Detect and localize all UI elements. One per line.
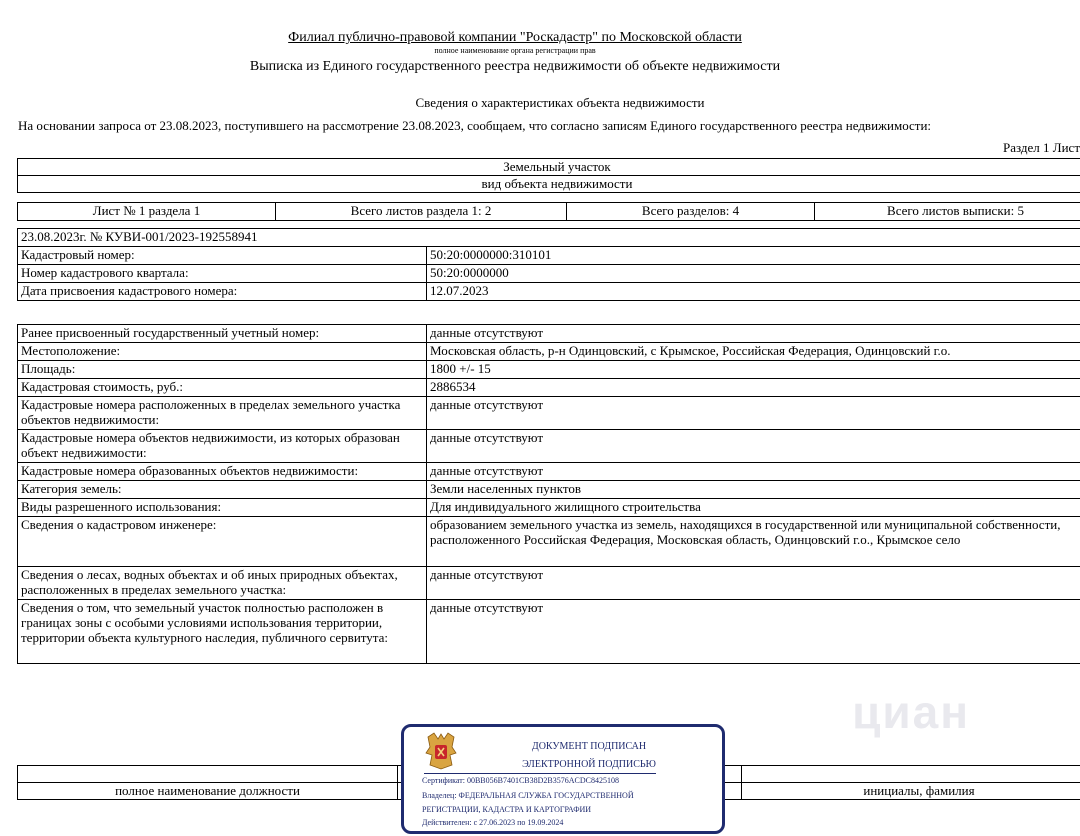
table-row xyxy=(18,325,1080,343)
stamp-owner-1: Владелец: ФЕДЕРАЛЬНАЯ СЛУЖБА ГОСУДАРСТВЕННОЙ xyxy=(422,791,634,800)
table-row xyxy=(18,247,1080,265)
table-row xyxy=(18,265,1080,283)
table-row xyxy=(18,481,1080,499)
row-value: Для индивидуального жилищного строительства xyxy=(427,499,1080,517)
basis-text: На основании запроса от 23.08.2023, поступившего на рассмотрение 23.08.2023, сообщаем, что согласно записям Единого государственного реестра недвижимости: xyxy=(18,118,932,133)
row-value: 2886534 xyxy=(427,379,1080,397)
row-label: Сведения о лесах, водных объектах и об иных природных объектах, расположенных в пределах земельного участка: xyxy=(18,567,427,600)
doc-title: Выписка из Единого государственного реестра недвижимости об объекте недвижимости xyxy=(249,59,781,74)
table-row xyxy=(18,343,1080,361)
object-type: Земельный участок xyxy=(18,159,1080,176)
row-value: данные отсутствуют xyxy=(427,325,1080,343)
row-label: Виды разрешенного использования: xyxy=(18,499,427,517)
section-label: Раздел 1 Лист xyxy=(1003,140,1080,155)
total-sheets-section: Всего листов раздела 1: 2 xyxy=(276,203,567,221)
stamp-divider xyxy=(424,773,656,774)
row-value: 12.07.2023 xyxy=(427,283,1080,301)
row-label: Сведения о кадастровом инженере: xyxy=(18,517,427,567)
row-value: Московская область, р-н Одинцовский, с Крымское, Российская Федерация, Одинцовский г.о. xyxy=(427,343,1080,361)
table-row xyxy=(18,379,1080,397)
org-caption: полное наименование органа регистрации прав xyxy=(434,46,596,55)
row-label: Номер кадастрового квартала: xyxy=(18,265,427,283)
row-value: данные отсутствуют xyxy=(427,430,1080,463)
position-caption: полное наименование должности xyxy=(18,783,398,800)
table-row xyxy=(18,567,1080,600)
row-label: Ранее присвоенный государственный учетный номер: xyxy=(18,325,427,343)
table-row xyxy=(18,283,1080,301)
table-row xyxy=(18,430,1080,463)
table-row xyxy=(18,361,1080,379)
row-value: образованием земельного участка из земель, находящихся в государственной или муниципальной собственности, расположенного Российская Федерация, Московская область, Одинцовский г.о., Крымское село xyxy=(427,517,1080,567)
table-row xyxy=(18,397,1080,430)
table-row xyxy=(18,463,1080,481)
table-row xyxy=(18,600,1080,664)
row-label: Кадастровая стоимость, руб.: xyxy=(18,379,427,397)
object-type-table xyxy=(17,158,1080,193)
sheet-number: Лист № 1 раздела 1 xyxy=(18,203,276,221)
row-label: Площадь: xyxy=(18,361,427,379)
stamp-certificate: Сертификат: 00BB056B7401CB38D2B3576ACDC8425108 xyxy=(422,776,619,785)
row-value: 50:20:0000000:310101 xyxy=(427,247,1080,265)
stamp-title-2: ЭЛЕКТРОННОЙ ПОДПИСЬЮ xyxy=(522,759,656,770)
row-label: Кадастровые номера образованных объектов недвижимости: xyxy=(18,463,427,481)
row-value: 1800 +/- 15 xyxy=(427,361,1080,379)
coat-of-arms-icon xyxy=(422,731,460,771)
watermark-text: циан xyxy=(852,686,970,738)
row-value: данные отсутствуют xyxy=(427,463,1080,481)
table-row xyxy=(18,517,1080,567)
row-label: Местоположение: xyxy=(18,343,427,361)
row-label: Кадастровые номера объектов недвижимости, из которых образован объект недвижимости: xyxy=(18,430,427,463)
sheet-info-table xyxy=(17,202,1080,221)
stamp-validity: Действителен: с 27.06.2023 по 19.09.2024 xyxy=(422,818,564,827)
stamp-title-1: ДОКУМЕНТ ПОДПИСАН xyxy=(531,741,647,752)
total-sheets: Всего листов выписки: 5 xyxy=(815,203,1080,221)
document-number: 23.08.2023г. № КУВИ-001/2023-192558941 xyxy=(18,229,1080,247)
stamp-owner-2: РЕГИСТРАЦИИ, КАДАСТРА И КАРТОГРАФИИ xyxy=(422,805,592,814)
section-title: Сведения о характеристиках объекта недвижимости xyxy=(415,95,705,110)
row-value: Земли населенных пунктов xyxy=(427,481,1080,499)
row-value: данные отсутствуют xyxy=(427,397,1080,430)
row-value: данные отсутствуют xyxy=(427,567,1080,600)
row-label: Категория земель: xyxy=(18,481,427,499)
object-type-caption: вид объекта недвижимости xyxy=(18,176,1080,193)
initials-caption: инициалы, фамилия xyxy=(742,783,1080,800)
row-value: данные отсутствуют xyxy=(427,600,1080,664)
main-info-table xyxy=(17,228,1080,301)
row-label: Кадастровый номер: xyxy=(18,247,427,265)
table-row xyxy=(18,499,1080,517)
row-label: Сведения о том, что земельный участок полностью расположен в границах зоны с особыми условиями использования территории, территории объекта культурного наследия, публичного сервитута: xyxy=(18,600,427,664)
e-signature-stamp xyxy=(401,724,725,834)
row-label: Кадастровые номера расположенных в пределах земельного участка объектов недвижимости: xyxy=(18,397,427,430)
total-sections: Всего разделов: 4 xyxy=(567,203,815,221)
details-table xyxy=(17,324,1080,664)
row-value: 50:20:0000000 xyxy=(427,265,1080,283)
row-label: Дата присвоения кадастрового номера: xyxy=(18,283,427,301)
org-name: Филиал публично-правовой компании "Роскадастр" по Московской области xyxy=(288,30,742,45)
